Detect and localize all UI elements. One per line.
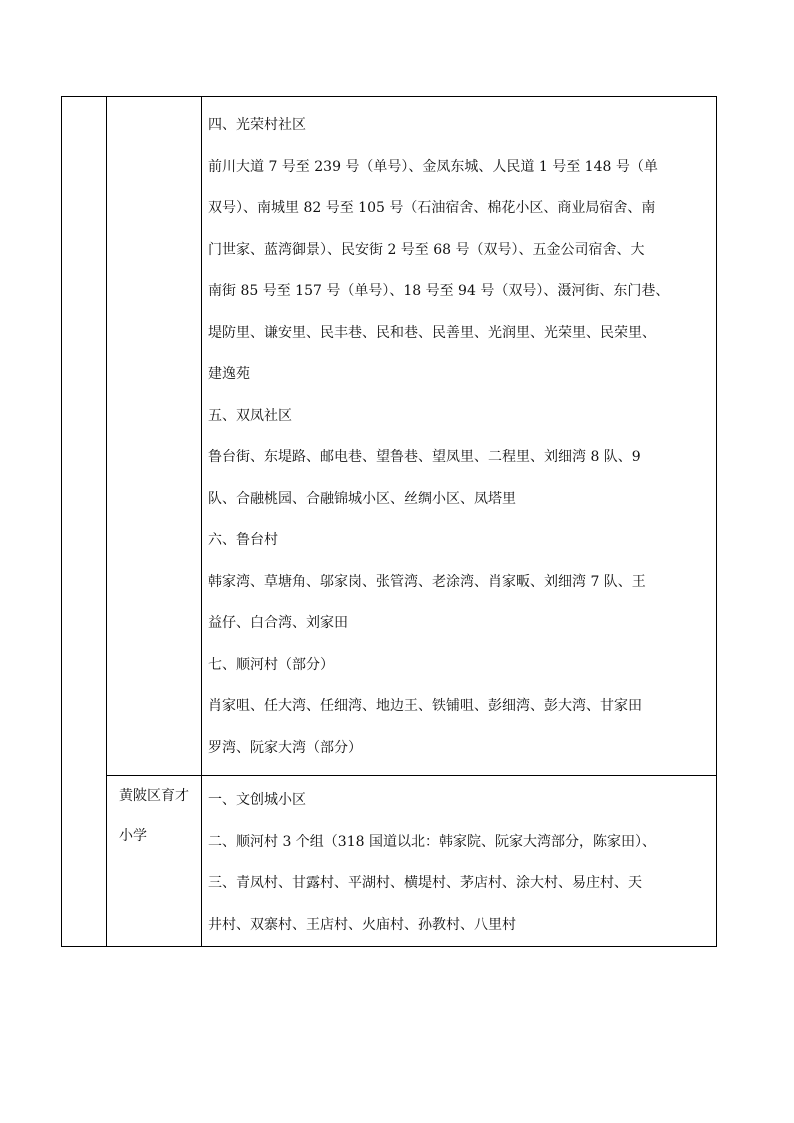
district-line: 堤防里、谦安里、民丰巷、民和巷、民善里、光润里、光荣里、民荣里、 — [208, 324, 656, 341]
district-line: 前川大道 7 号至 239 号（单号）、金凤东城、人民道 1 号至 148 号（单 — [208, 158, 658, 175]
district-cell — [202, 97, 717, 776]
district-line: 鲁台街、东堤路、邮电巷、望鲁巷、望凤里、二程里、刘细湾 8 队、9 — [208, 449, 641, 465]
district-line: 益仔、白合湾、刘家田 — [208, 615, 348, 631]
school-cell — [107, 776, 202, 947]
district-line: 七、顺河村（部分） — [208, 656, 334, 673]
district-line: 三、青凤村、甘露村、平湖村、横堤村、茅店村、涂大村、易庄村、天 — [208, 875, 642, 891]
district-line: 二、顺河村 3 个组（318 国道以北：韩家院、阮家大湾部分，陈家田）、 — [208, 833, 656, 850]
school-cell — [107, 97, 202, 776]
district-line: 韩家湾、草塘角、邬家岗、张管湾、老涂湾、肖家畈、刘细湾 7 队、王 — [208, 573, 646, 590]
school-name: 黄陂区育才小学 — [119, 788, 189, 844]
district-line: 双号）、南城里 82 号至 105 号（石油宿舍、棉花小区、商业局宿舍、南 — [208, 200, 656, 216]
table-row — [62, 776, 717, 947]
district-line: 五、双凤社区 — [208, 407, 292, 424]
district-list — [202, 776, 716, 946]
district-line: 六、鲁台村 — [208, 532, 278, 548]
district-line: 肖家咀、任大湾、任细湾、地边王、铁铺咀、彭细湾、彭大湾、甘家田 — [208, 698, 642, 714]
table-row — [62, 97, 717, 776]
district-cell — [202, 776, 717, 947]
district-line: 建逸苑 — [208, 366, 250, 382]
district-line: 队、合融桃园、合融锦城小区、丝绸小区、凤塔里 — [208, 490, 516, 507]
district-line: 门世家、蓝湾御景）、民安街 2 号至 68 号（双号）、五金公司宿舍、大 — [208, 241, 645, 258]
district-line: 罗湾、阮家大湾（部分） — [208, 739, 362, 756]
district-line: 四、光荣村社区 — [208, 117, 306, 133]
district-line: 井村、双寨村、王店村、火庙村、孙教村、八里村 — [208, 916, 516, 933]
district-line: 一、文创城小区 — [208, 792, 306, 808]
school-district-table — [61, 96, 717, 947]
district-list — [202, 97, 716, 775]
district-line: 南街 85 号至 157 号（单号）、18 号至 94 号（双号）、滠河街、东门巷、 — [208, 283, 670, 299]
index-cell — [62, 97, 107, 947]
